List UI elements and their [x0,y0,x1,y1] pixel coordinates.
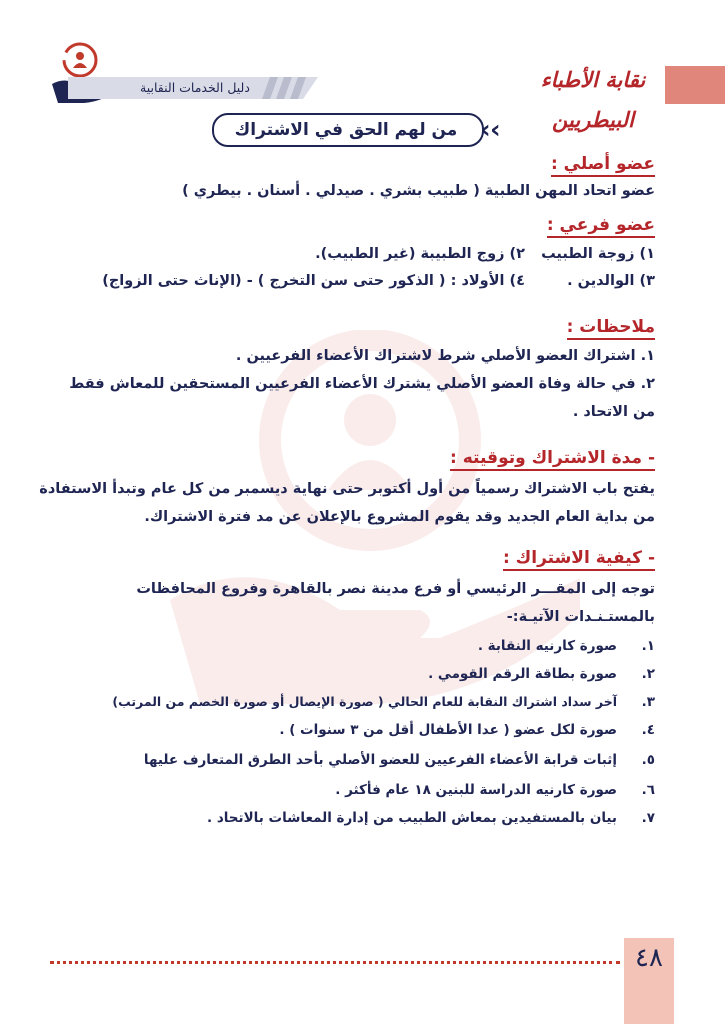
doc-item-text: صورة كارنيه النقابة . [477,638,617,654]
doc-item-num: ١. [641,638,655,654]
doc-item-text: بيان بالمستفيدين بمعاش الطبيب من إدارة المعاشات بالاتحاد . [206,810,617,826]
how-line-2: بالمستـنـدات الآتيـة:- [506,609,655,625]
doc-item-text: صورة بطاقة الرقم القومي . [428,666,617,682]
header-accent-bar [665,66,725,104]
doc-item-num: ٦. [641,782,655,798]
how-heading: - كيفية الاشتراك : [503,548,655,571]
sub-member-item-1: ١) زوجة الطبيب [541,246,655,262]
guide-title: دليل الخدمات النقابية [140,80,250,95]
original-member-text: عضو اتحاد المهن الطبية ( طبيب بشري . صيدلي . أسنان . بيطري ) [182,183,655,199]
sub-member-item-3: ٣) الوالدين . [567,273,655,289]
chevron-icon: ‹ [480,115,491,145]
footer-divider [50,961,620,964]
note-2: ٢. في حالة وفاة العضو الأصلي يشترك الأعضاء الفرعيين المستحقين للمعاش فقط [69,376,655,392]
note-1: ١. اشتراك العضو الأصلي شرط لاشتراك الأعضاء الفرعيين . [235,348,655,364]
note-3: من الاتحاد . [572,404,655,420]
doc-item-num: ٣. [641,694,655,710]
doc-item-text: صورة كارنيه الدراسة للبنين ١٨ عام فأكثر . [335,782,617,798]
notes-heading: ملاحظات : [567,317,655,340]
doc-item-text: آخر سداد اشتراك النقابة للعام الحالي ( صورة الإيصال أو صورة الخصم من المرتب) [112,694,617,709]
doc-item-text: صورة لكل عضو ( عدا الأطفال أقل من ٣ سنوات ) . [279,722,617,738]
syndicate-logo: نقابة الأطباء البيطريين [540,67,646,132]
doc-item-text: إثبات قرابة الأعضاء الفرعيين للعضو الأصلي بأحد الطرق المتعارف عليها [143,752,617,768]
page-number-tab [624,938,674,1024]
sub-member-item-4: ٤) الأولاد : ( الذكور حتى سن التخرج ) - (الإناث حتى الزواج) [102,273,525,289]
sub-member-item-2: ٢) زوج الطبيبة (غير الطبيب). [315,246,525,262]
page-number: ٤٨ [635,943,663,973]
page-title: من لهم الحق في الاشتراك [234,120,458,140]
how-line-1: توجه إلى المقـــر الرئيسي أو فرع مدينة نصر بالقاهرة وفروع المحافظات [136,581,655,597]
original-member-heading: عضو أصلي : [551,154,655,177]
doc-item-num: ٥. [641,752,655,768]
doc-item-num: ٧. [641,810,655,826]
doc-item-num: ٤. [641,722,655,738]
sub-member-heading: عضو فرعي : [547,215,655,238]
period-line-1: يفتح باب الاشتراك رسمياً من أول أكتوبر حتى نهاية ديسمبر من كل عام وتبدأ الاستفادة [39,481,655,497]
period-line-2: من بداية العام الجديد وقد يقوم المشروع بالإعلان عن مد فترة الاشتراك. [144,509,655,525]
chevron-icon: ‹ [490,115,501,145]
decorative-slashes [262,77,322,99]
doc-item-num: ٢. [641,666,655,682]
period-heading: - مدة الاشتراك وتوقيته : [450,448,655,471]
